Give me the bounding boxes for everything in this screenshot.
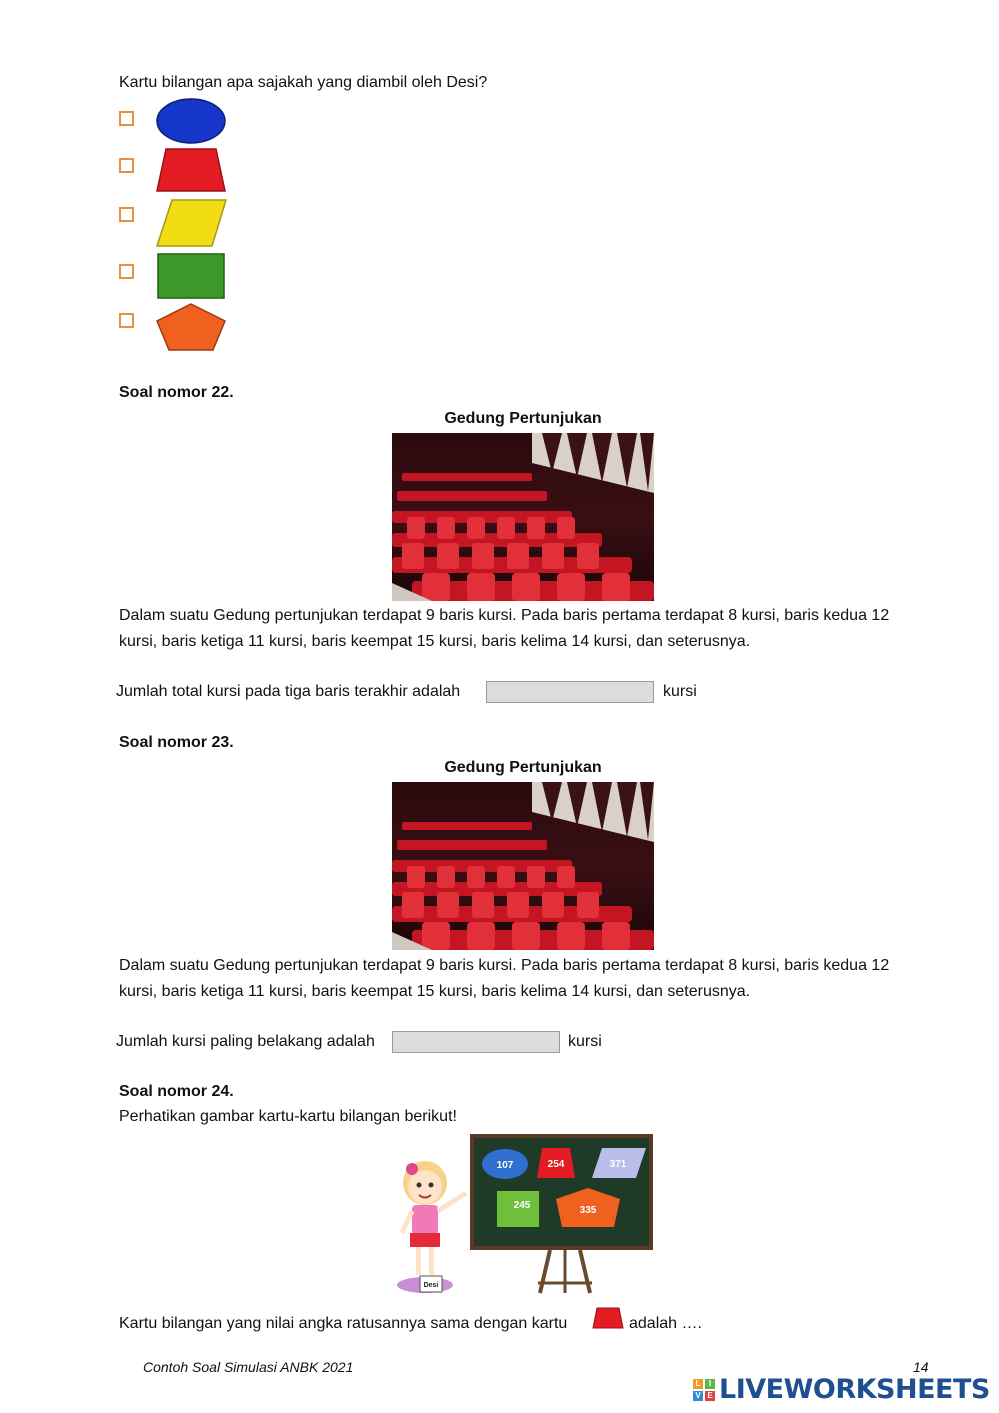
q24-question-suffix: adalah …. <box>629 1315 702 1332</box>
q23-answer-suffix: kursi <box>568 1033 602 1050</box>
card-value-5: 335 <box>579 1205 597 1216</box>
q23-paragraph-line1: Dalam suatu Gedung pertunjukan terdapat 9 baris kursi. Pada baris pertama terdapat 8 kursi, baris kedua 12 <box>119 957 890 974</box>
q23-answer-input[interactable] <box>392 1031 560 1053</box>
red-trapezoid-icon <box>591 1306 625 1330</box>
red-trapezoid-card <box>156 147 228 193</box>
liveworksheets-logo[interactable] <box>693 1374 990 1405</box>
q22-heading: Soal nomor 22. <box>119 384 234 401</box>
theater-seats-image <box>392 782 654 950</box>
q22-answer-input[interactable] <box>486 681 654 703</box>
blue-oval-card <box>156 98 228 144</box>
q22-answer-prefix: Jumlah total kursi pada tiga baris terakhir adalah <box>116 683 461 700</box>
yellow-parallelogram-card <box>156 198 228 248</box>
q23-image-title: Gedung Pertunjukan <box>444 759 602 776</box>
card-value-4: 245 <box>513 1200 531 1211</box>
number-cards-illustration <box>390 1133 656 1301</box>
q22-image-title: Gedung Pertunjukan <box>444 410 602 427</box>
footer-document-title: Contoh Soal Simulasi ANBK 2021 <box>143 1359 354 1375</box>
logo-text: LIVEWORKSHEETS <box>719 1374 990 1405</box>
orange-pentagon-card <box>156 302 228 352</box>
q24-instruction: Perhatikan gambar kartu-kartu bilangan berikut! <box>119 1108 457 1125</box>
q24-question-prefix: Kartu bilangan yang nilai angka ratusannya sama dengan kartu <box>119 1315 568 1332</box>
card-value-1: 107 <box>496 1160 514 1171</box>
page-number: 14 <box>913 1359 929 1375</box>
checkbox-option-2[interactable] <box>119 158 134 173</box>
checkbox-option-4[interactable] <box>119 264 134 279</box>
checkbox-option-5[interactable] <box>119 313 134 328</box>
logo-grid-icon: L I V E <box>693 1379 715 1401</box>
green-rectangle-card <box>156 252 228 300</box>
checkbox-option-3[interactable] <box>119 207 134 222</box>
girl-name-sign: Desi <box>423 1282 439 1289</box>
q23-answer-prefix: Jumlah kursi paling belakang adalah <box>116 1033 375 1050</box>
q22-paragraph-line1: Dalam suatu Gedung pertunjukan terdapat 9 baris kursi. Pada baris pertama terdapat 8 kursi, baris kedua 12 <box>119 607 890 624</box>
q24-heading: Soal nomor 24. <box>119 1083 234 1100</box>
checkbox-option-1[interactable] <box>119 111 134 126</box>
q23-heading: Soal nomor 23. <box>119 734 234 751</box>
theater-seats-image <box>392 433 654 601</box>
q22-paragraph-line2: kursi, baris ketiga 11 kursi, baris keempat 15 kursi, baris kelima 14 kursi, dan seterusnya. <box>119 633 751 650</box>
card-value-3: 371 <box>609 1159 627 1170</box>
card-value-2: 254 <box>547 1159 565 1170</box>
q23-paragraph-line2: kursi, baris ketiga 11 kursi, baris keempat 15 kursi, baris kelima 14 kursi, dan seterusnya. <box>119 983 751 1000</box>
q22-answer-suffix: kursi <box>663 683 697 700</box>
question-intro: Kartu bilangan apa sajakah yang diambil oleh Desi? <box>119 74 488 91</box>
